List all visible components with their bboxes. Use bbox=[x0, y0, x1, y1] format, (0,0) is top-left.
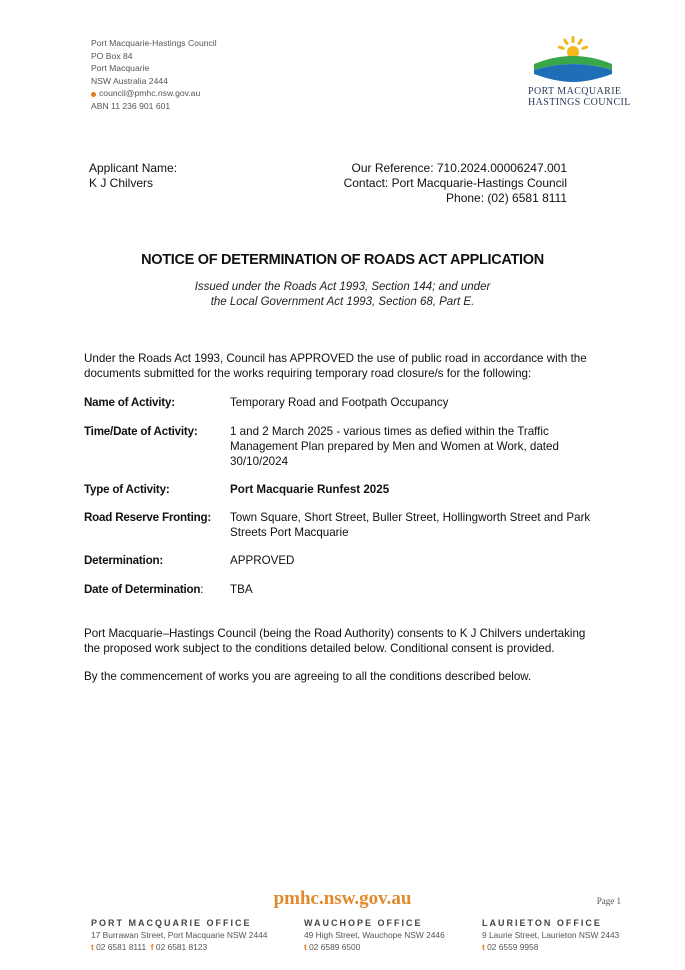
intro-paragraph: Under the Roads Act 1993, Council has APPROVED the use of public road in accordance with the documents submitted for the works requiring temporary road closure/s for the following: bbox=[84, 352, 587, 380]
office-name: PORT MACQUARIE OFFICE bbox=[91, 918, 252, 928]
detail-label: Date of Determination: bbox=[84, 583, 204, 596]
office-laurieton bbox=[482, 917, 619, 953]
council-logo bbox=[528, 36, 631, 108]
office-wauchope bbox=[304, 917, 445, 953]
detail-label: Road Reserve Fronting: bbox=[84, 511, 212, 524]
detail-value: Port Macquarie Runfest 2025 bbox=[230, 483, 390, 496]
office-port-macquarie bbox=[91, 917, 267, 953]
office-phone: t 02 6581 8111 f 02 6581 8123 bbox=[91, 942, 208, 952]
office-address: 9 Laurie Street, Laurieton NSW 2443 bbox=[482, 930, 620, 940]
detail-label: Type of Activity: bbox=[84, 483, 170, 496]
detail-value: Town Square, Short Street, Buller Street, Hollingworth Street and Park Streets Port Macquarie bbox=[230, 511, 591, 539]
detail-label: Determination: bbox=[84, 554, 164, 567]
office-address: 17 Burrawan Street, Port Macquarie NSW 2444 bbox=[91, 930, 268, 940]
detail-value: Temporary Road and Footpath Occupancy bbox=[230, 396, 449, 409]
commencement-paragraph: By the commencement of works you are agreeing to all the conditions described below. bbox=[84, 670, 532, 683]
email-bullet-icon bbox=[91, 92, 96, 97]
page-subtitle: Issued under the Roads Act 1993, Section 144; and under the Local Government Act 1993, Section 68, Part E. bbox=[194, 281, 491, 308]
email-link[interactable]: council@pmhc.nsw.gov.au bbox=[99, 88, 201, 99]
footer-website-link[interactable]: pmhc.nsw.gov.au bbox=[273, 888, 412, 909]
detail-label: Name of Activity: bbox=[84, 396, 175, 409]
detail-value: 1 and 2 March 2025 - various times as defied within the Traffic Management Plan prepared by Men and Women at Work, dated 30/10/2024 bbox=[230, 425, 559, 468]
consent-paragraph: Port Macquarie–Hastings Council (being the Road Authority) consents to K J Chilvers undertaking the proposed work subject to the conditions detailed below. Conditional consent is provided. bbox=[84, 627, 586, 655]
phone-line: Phone: (02) 6581 8111 bbox=[446, 191, 567, 205]
applicant-label: Applicant Name: bbox=[89, 161, 178, 175]
reference-number: Our Reference: 710.2024.00006247.001 bbox=[351, 161, 567, 175]
applicant-block bbox=[89, 161, 177, 191]
page-title: NOTICE OF DETERMINATION OF ROADS ACT APPLICATION bbox=[141, 252, 544, 268]
detail-label: Time/Date of Activity: bbox=[84, 425, 198, 438]
office-name: LAURIETON OFFICE bbox=[482, 918, 602, 928]
logo-wordmark: PORT MACQUARIE HASTINGS COUNCIL bbox=[528, 86, 631, 108]
detail-value: APPROVED bbox=[230, 554, 295, 567]
detail-value: TBA bbox=[230, 583, 253, 596]
address-line: Port Macquarie-Hastings Council bbox=[91, 38, 217, 48]
office-name: WAUCHOPE OFFICE bbox=[304, 918, 423, 928]
office-phone: t 02 6559 9958 bbox=[482, 942, 539, 952]
council-address-block bbox=[91, 37, 217, 113]
address-line: Port Macquarie bbox=[91, 63, 150, 74]
address-line: NSW Australia 2444 bbox=[91, 75, 168, 86]
office-address: 49 High Street, Wauchope NSW 2446 bbox=[304, 930, 445, 940]
contact-line: Contact: Port Macquarie-Hastings Council bbox=[343, 176, 567, 190]
email-line bbox=[91, 87, 217, 100]
sun-river-logo-icon bbox=[530, 36, 616, 86]
abn-line: ABN 11 236 901 601 bbox=[91, 100, 171, 111]
office-phone: t 02 6589 6500 bbox=[304, 942, 361, 952]
page-number: Page 1 bbox=[596, 896, 621, 906]
reference-block bbox=[344, 161, 567, 206]
address-line: PO Box 84 bbox=[91, 50, 133, 61]
applicant-name: K J Chilvers bbox=[89, 176, 154, 190]
